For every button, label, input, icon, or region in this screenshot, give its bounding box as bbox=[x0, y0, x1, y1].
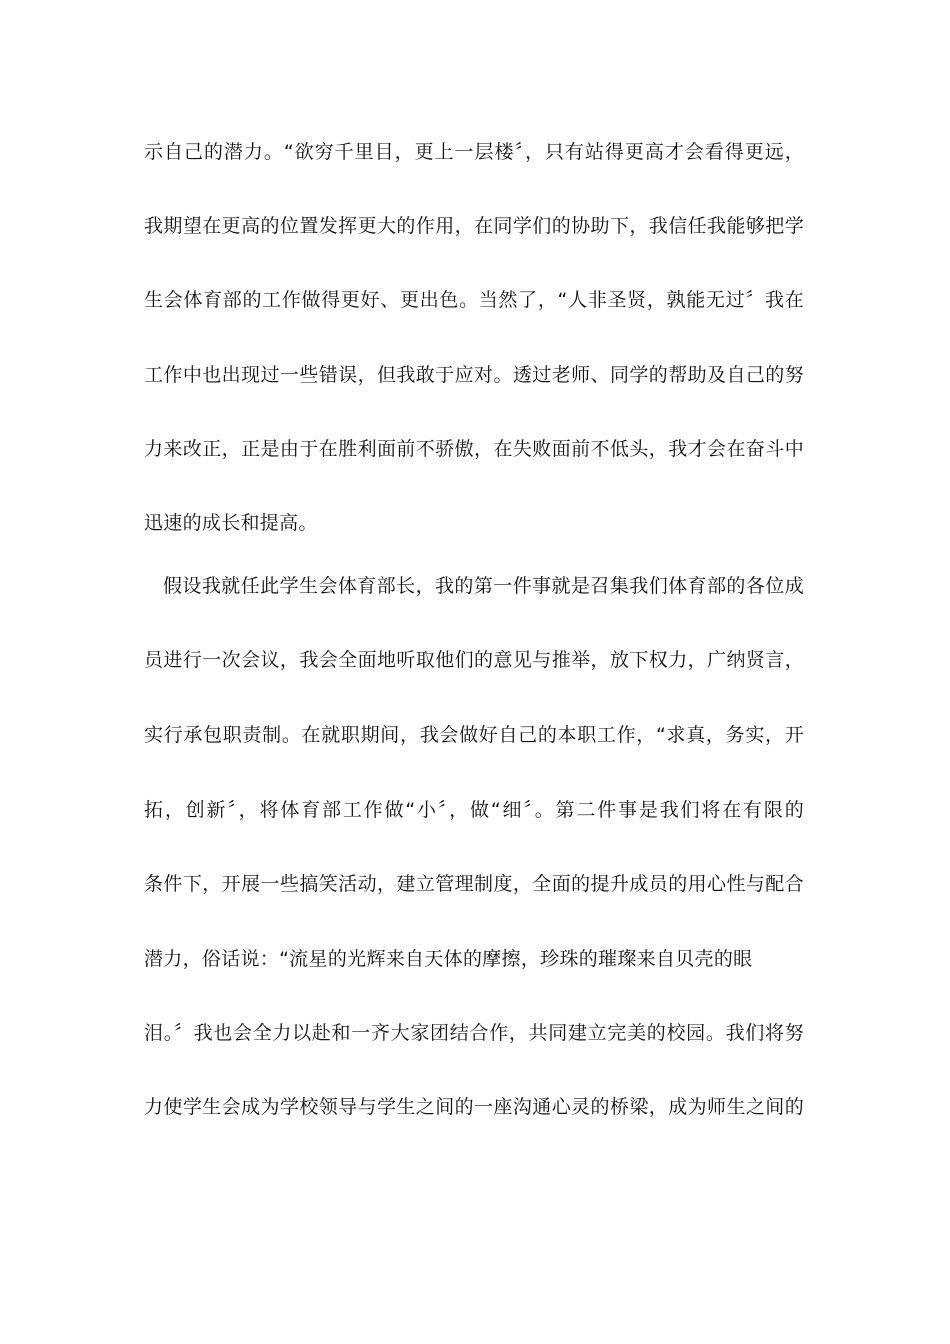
text-line-11: 条件下，开展一些搞笑活动，建立管理制度，全面的提升成员的用心性与配合 bbox=[144, 873, 804, 895]
text-line-3: 生会体育部的工作做得更好、更出色。当然了，“人非圣贤，孰能无过〞我在 bbox=[144, 289, 804, 311]
text-line-4: 工作中也出现过一些错误，但我敢于应对。透过老师、同学的帮助及自己的努 bbox=[144, 364, 804, 386]
text-line-6: 迅速的成长和提高。 bbox=[144, 512, 318, 534]
text-line-7: 假设我就任此学生会体育部长，我的第一件事就是召集我们体育部的各位成 bbox=[163, 575, 804, 597]
text-line-12: 潜力，俗话说：“流星的光辉来自天体的摩擦，珍珠的璀璨来自贝壳的眼 bbox=[144, 948, 753, 970]
text-line-5: 力来改正，正是由于在胜利面前不骄傲，在失败面前不低头，我才会在奋斗中 bbox=[144, 438, 804, 460]
text-line-9: 实行承包职责制。在就职期间，我会做好自己的本职工作，“求真，务实，开 bbox=[144, 724, 804, 746]
text-line-13: 泪。〞我也会全力以赴和一齐大家团结合作，共同建立完美的校园。我们将努 bbox=[144, 1022, 804, 1044]
text-line-14: 力使学生会成为学校领导与学生之间的一座沟通心灵的桥梁，成为师生之间的 bbox=[144, 1096, 804, 1118]
text-line-10: 拓，创新〞，将体育部工作做“小〞，做“细〞。第二件事是我们将在有限的 bbox=[144, 799, 804, 821]
text-line-1: 示自己的潜力。“欲穷千里目，更上一层楼〞，只有站得更高才会看得更远， bbox=[144, 141, 804, 163]
text-line-2: 我期望在更高的位置发挥更大的作用，在同学们的协助下，我信任我能够把学 bbox=[144, 215, 804, 237]
text-line-8: 员进行一次会议，我会全面地听取他们的意见与推举，放下权力，广纳贤言， bbox=[144, 649, 804, 671]
